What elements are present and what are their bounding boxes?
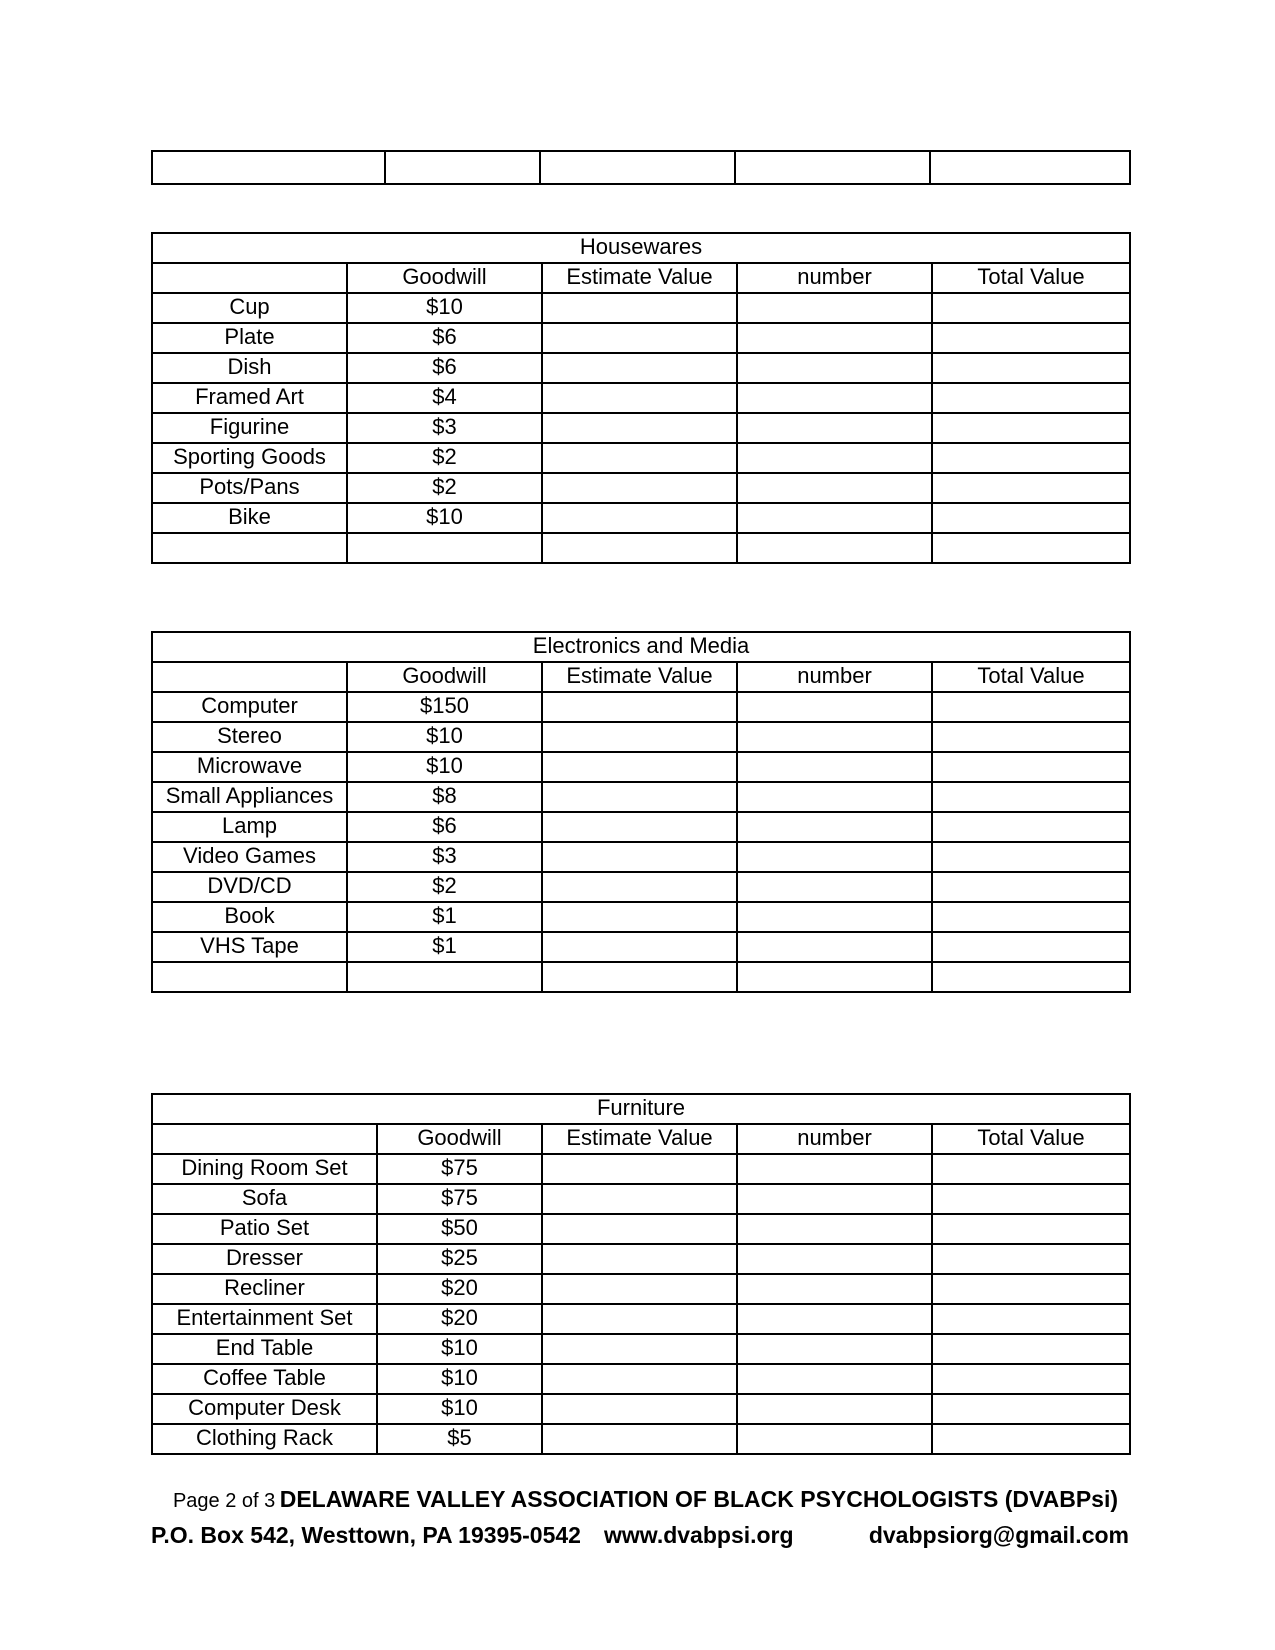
estimate-value-cell[interactable]	[542, 812, 737, 842]
number-cell[interactable]	[737, 1244, 932, 1274]
total-value-cell[interactable]	[932, 1364, 1130, 1394]
table-row	[152, 1364, 1130, 1394]
empty-cell[interactable]	[385, 151, 540, 184]
column-header	[152, 263, 347, 293]
estimate-value-cell[interactable]	[542, 353, 737, 383]
goodwill-value-cell: $1	[347, 932, 542, 962]
item-name-cell: Stereo	[152, 722, 347, 752]
item-name-cell: Framed Art	[152, 383, 347, 413]
estimate-value-cell[interactable]	[542, 1304, 737, 1334]
goodwill-value-cell: $10	[347, 293, 542, 323]
estimate-value-cell[interactable]	[542, 1334, 737, 1364]
total-value-cell[interactable]	[932, 1394, 1130, 1424]
number-cell[interactable]	[737, 1214, 932, 1244]
goodwill-value-cell: $6	[347, 323, 542, 353]
footer-line-1	[0, 1486, 1275, 1513]
total-value-cell[interactable]	[932, 1244, 1130, 1274]
total-value-cell[interactable]	[932, 323, 1130, 353]
goodwill-value-cell: $4	[347, 383, 542, 413]
email-link[interactable]: dvabpsiorg@gmail.com	[868, 1522, 1129, 1548]
table-row	[152, 1394, 1130, 1424]
item-name-cell: Computer	[152, 692, 347, 722]
estimate-value-cell[interactable]	[542, 752, 737, 782]
item-name-cell: Coffee Table	[152, 1364, 377, 1394]
item-name-cell: Figurine	[152, 413, 347, 443]
column-header: Goodwill	[377, 1124, 542, 1154]
total-value-cell[interactable]	[932, 1334, 1130, 1364]
column-header: number	[737, 263, 932, 293]
number-cell[interactable]	[737, 413, 932, 443]
number-cell[interactable]	[737, 692, 932, 722]
table-row	[152, 503, 1130, 533]
item-name-cell: Computer Desk	[152, 1394, 377, 1424]
total-value-cell[interactable]	[932, 692, 1130, 722]
total-value-cell[interactable]	[932, 1424, 1130, 1454]
table-row	[152, 1334, 1130, 1364]
table-row	[152, 443, 1130, 473]
number-cell[interactable]	[737, 1334, 932, 1364]
table-title-row	[152, 233, 1130, 263]
goodwill-value-cell: $2	[347, 443, 542, 473]
estimate-value-cell[interactable]	[542, 323, 737, 353]
number-cell[interactable]	[737, 872, 932, 902]
column-header: Total Value	[932, 263, 1130, 293]
total-value-cell[interactable]	[932, 842, 1130, 872]
column-header: number	[737, 1124, 932, 1154]
table-row	[152, 533, 1130, 563]
number-cell[interactable]	[737, 1424, 932, 1454]
item-name-cell: Dining Room Set	[152, 1154, 377, 1184]
empty-cell[interactable]	[152, 151, 385, 184]
table-header-row	[152, 662, 1130, 692]
table-row	[152, 1244, 1130, 1274]
item-name-cell: Bike	[152, 503, 347, 533]
item-name-cell: Sofa	[152, 1184, 377, 1214]
number-cell[interactable]	[737, 353, 932, 383]
table-row	[152, 353, 1130, 383]
total-value-cell[interactable]	[932, 962, 1130, 992]
goodwill-value-cell: $6	[347, 812, 542, 842]
table-row	[152, 932, 1130, 962]
housewares-table	[151, 232, 1131, 564]
total-value-cell[interactable]	[932, 413, 1130, 443]
total-value-cell[interactable]	[932, 383, 1130, 413]
estimate-value-cell[interactable]	[542, 503, 737, 533]
number-cell[interactable]	[737, 752, 932, 782]
item-name-cell: Video Games	[152, 842, 347, 872]
number-cell[interactable]	[737, 383, 932, 413]
item-name-cell: Lamp	[152, 812, 347, 842]
total-value-cell[interactable]	[932, 503, 1130, 533]
number-cell[interactable]	[737, 293, 932, 323]
total-value-cell[interactable]	[932, 1214, 1130, 1244]
total-value-cell[interactable]	[932, 872, 1130, 902]
table-row	[152, 812, 1130, 842]
table-row	[152, 1424, 1130, 1454]
goodwill-value-cell: $10	[377, 1394, 542, 1424]
item-name-cell: Pots/Pans	[152, 473, 347, 503]
total-value-cell[interactable]	[932, 1304, 1130, 1334]
electronics-media-table	[151, 631, 1131, 993]
empty-cell[interactable]	[540, 151, 735, 184]
number-cell[interactable]	[737, 1364, 932, 1394]
total-value-cell[interactable]	[932, 722, 1130, 752]
number-cell[interactable]	[737, 932, 932, 962]
item-name-cell: DVD/CD	[152, 872, 347, 902]
estimate-value-cell[interactable]	[542, 1184, 737, 1214]
estimate-value-cell[interactable]	[542, 782, 737, 812]
table-row	[152, 1154, 1130, 1184]
estimate-value-cell[interactable]	[542, 1394, 737, 1424]
item-name-cell: Microwave	[152, 752, 347, 782]
table-row	[152, 1274, 1130, 1304]
goodwill-value-cell: $10	[377, 1364, 542, 1394]
estimate-value-cell[interactable]	[542, 902, 737, 932]
goodwill-value-cell: $20	[377, 1274, 542, 1304]
total-value-cell[interactable]	[932, 353, 1130, 383]
table-title: Electronics and Media	[152, 632, 1130, 662]
organization-name: DELAWARE VALLEY ASSOCIATION OF BLACK PSYCHOLOGISTS (DVABPsi)	[279, 1486, 1119, 1512]
number-cell[interactable]	[737, 902, 932, 932]
total-value-cell[interactable]	[932, 473, 1130, 503]
number-cell[interactable]	[737, 842, 932, 872]
table-row	[152, 413, 1130, 443]
estimate-value-cell[interactable]	[542, 932, 737, 962]
website-link[interactable]: www.dvabpsi.org	[604, 1522, 794, 1548]
item-name-cell: Small Appliances	[152, 782, 347, 812]
table-row	[152, 752, 1130, 782]
column-header	[152, 1124, 377, 1154]
page-number: Page 2 of 3	[172, 1490, 276, 1512]
goodwill-value-cell: $75	[377, 1184, 542, 1214]
goodwill-value-cell	[347, 962, 542, 992]
item-name-cell: Dresser	[152, 1244, 377, 1274]
estimate-value-cell[interactable]	[542, 1364, 737, 1394]
table-header-row	[152, 1124, 1130, 1154]
table-row	[152, 323, 1130, 353]
total-value-cell[interactable]	[932, 1274, 1130, 1304]
empty-cell[interactable]	[930, 151, 1130, 184]
table-row	[152, 842, 1130, 872]
number-cell[interactable]	[737, 323, 932, 353]
estimate-value-cell[interactable]	[542, 1244, 737, 1274]
table-row	[152, 872, 1130, 902]
total-value-cell[interactable]	[932, 1154, 1130, 1184]
estimate-value-cell[interactable]	[542, 413, 737, 443]
column-header: Total Value	[932, 1124, 1130, 1154]
estimate-value-cell[interactable]	[542, 473, 737, 503]
goodwill-value-cell: $150	[347, 692, 542, 722]
item-name-cell: End Table	[152, 1334, 377, 1364]
number-cell[interactable]	[737, 1274, 932, 1304]
column-header: Estimate Value	[542, 662, 737, 692]
column-header: Goodwill	[347, 263, 542, 293]
total-value-cell[interactable]	[932, 782, 1130, 812]
number-cell[interactable]	[737, 1394, 932, 1424]
item-name-cell: Clothing Rack	[152, 1424, 377, 1454]
goodwill-value-cell	[347, 533, 542, 563]
item-name-cell: Dish	[152, 353, 347, 383]
number-cell[interactable]	[737, 722, 932, 752]
table-row	[152, 692, 1130, 722]
table-row	[152, 293, 1130, 323]
estimate-value-cell[interactable]	[542, 1214, 737, 1244]
table-title: Furniture	[152, 1094, 1130, 1124]
table-row	[152, 383, 1130, 413]
item-name-cell: Sporting Goods	[152, 443, 347, 473]
goodwill-value-cell: $10	[347, 752, 542, 782]
footer-line-2	[151, 1522, 1129, 1549]
goodwill-value-cell: $6	[347, 353, 542, 383]
goodwill-value-cell: $2	[347, 473, 542, 503]
estimate-value-cell[interactable]	[542, 692, 737, 722]
goodwill-value-cell: $8	[347, 782, 542, 812]
goodwill-value-cell: $50	[377, 1214, 542, 1244]
goodwill-value-cell: $20	[377, 1304, 542, 1334]
item-name-cell	[152, 533, 347, 563]
item-name-cell	[152, 962, 347, 992]
table-title-row	[152, 1094, 1130, 1124]
table-title: Housewares	[152, 233, 1130, 263]
item-name-cell: VHS Tape	[152, 932, 347, 962]
estimate-value-cell[interactable]	[542, 962, 737, 992]
postal-address: P.O. Box 542, Westtown, PA 19395-0542	[151, 1522, 581, 1548]
estimate-value-cell[interactable]	[542, 722, 737, 752]
goodwill-value-cell: $5	[377, 1424, 542, 1454]
furniture-table	[151, 1093, 1131, 1455]
goodwill-value-cell: $10	[347, 503, 542, 533]
number-cell[interactable]	[737, 443, 932, 473]
estimate-value-cell[interactable]	[542, 842, 737, 872]
item-name-cell: Recliner	[152, 1274, 377, 1304]
item-name-cell: Entertainment Set	[152, 1304, 377, 1334]
table-row	[152, 1304, 1130, 1334]
goodwill-value-cell: $3	[347, 842, 542, 872]
total-value-cell[interactable]	[932, 443, 1130, 473]
total-value-cell[interactable]	[932, 812, 1130, 842]
total-value-cell[interactable]	[932, 533, 1130, 563]
column-header: Total Value	[932, 662, 1130, 692]
table-row	[152, 1184, 1130, 1214]
total-value-cell[interactable]	[932, 752, 1130, 782]
total-value-cell[interactable]	[932, 293, 1130, 323]
total-value-cell[interactable]	[932, 932, 1130, 962]
estimate-value-cell[interactable]	[542, 872, 737, 902]
item-name-cell: Cup	[152, 293, 347, 323]
number-cell[interactable]	[737, 533, 932, 563]
estimate-value-cell[interactable]	[542, 533, 737, 563]
table-row	[152, 1214, 1130, 1244]
number-cell[interactable]	[737, 1184, 932, 1214]
estimate-value-cell[interactable]	[542, 443, 737, 473]
goodwill-value-cell: $75	[377, 1154, 542, 1184]
table-row	[152, 722, 1130, 752]
table-header-row	[152, 263, 1130, 293]
empty-cell[interactable]	[735, 151, 930, 184]
table-row	[152, 473, 1130, 503]
table-title-row	[152, 632, 1130, 662]
estimate-value-cell[interactable]	[542, 383, 737, 413]
table-row	[152, 782, 1130, 812]
number-cell[interactable]	[737, 782, 932, 812]
estimate-value-cell[interactable]	[542, 1424, 737, 1454]
estimate-value-cell[interactable]	[542, 1154, 737, 1184]
goodwill-value-cell: $2	[347, 872, 542, 902]
total-value-cell[interactable]	[932, 902, 1130, 932]
column-header	[152, 662, 347, 692]
blank-table	[151, 150, 1131, 185]
item-name-cell: Patio Set	[152, 1214, 377, 1244]
total-value-cell[interactable]	[932, 1184, 1130, 1214]
column-header: Estimate Value	[542, 263, 737, 293]
column-header: Estimate Value	[542, 1124, 737, 1154]
number-cell[interactable]	[737, 962, 932, 992]
number-cell[interactable]	[737, 473, 932, 503]
item-name-cell: Plate	[152, 323, 347, 353]
number-cell[interactable]	[737, 812, 932, 842]
item-name-cell: Book	[152, 902, 347, 932]
goodwill-value-cell: $10	[377, 1334, 542, 1364]
column-header: Goodwill	[347, 662, 542, 692]
goodwill-value-cell: $3	[347, 413, 542, 443]
estimate-value-cell[interactable]	[542, 293, 737, 323]
number-cell[interactable]	[737, 503, 932, 533]
number-cell[interactable]	[737, 1304, 932, 1334]
table-row	[152, 151, 1130, 184]
goodwill-value-cell: $25	[377, 1244, 542, 1274]
table-row	[152, 962, 1130, 992]
estimate-value-cell[interactable]	[542, 1274, 737, 1304]
table-row	[152, 902, 1130, 932]
goodwill-value-cell: $1	[347, 902, 542, 932]
number-cell[interactable]	[737, 1154, 932, 1184]
goodwill-value-cell: $10	[347, 722, 542, 752]
column-header: number	[737, 662, 932, 692]
